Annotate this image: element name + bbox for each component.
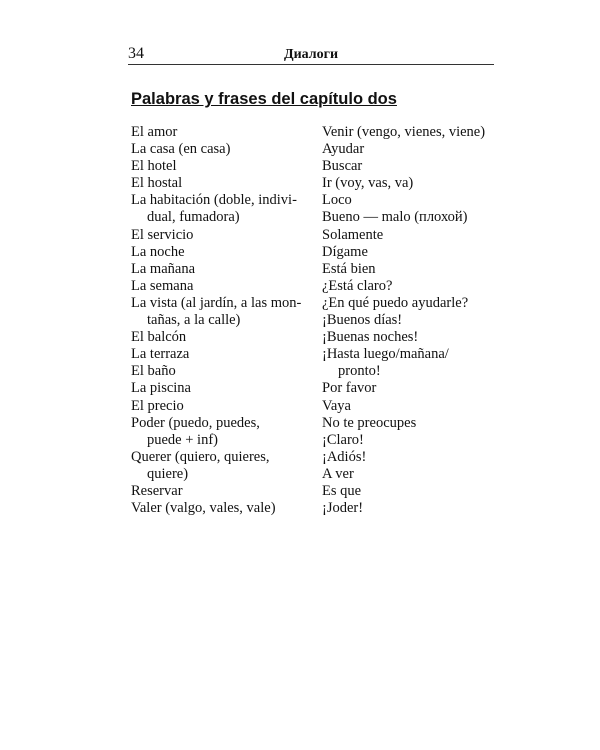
- vocab-entry: ¿Está claro?: [322, 277, 393, 294]
- vocab-entry: ¡Buenas noches!: [322, 329, 419, 346]
- vocab-entry: Poder (puedo, puedes,: [131, 414, 260, 431]
- vocab-entry: ¡Buenos días!: [322, 312, 403, 329]
- vocab-entry: La vista (al jardín, a las mon-: [131, 294, 302, 311]
- vocab-entry: La habitación (doble, indivi-: [131, 192, 297, 209]
- vocab-entry: La noche: [131, 243, 185, 260]
- page-header: [128, 44, 494, 65]
- vocab-entry: La casa (en casa): [131, 141, 231, 158]
- vocab-entry: Buscar: [322, 158, 363, 175]
- vocabulary-right-column: [322, 124, 507, 517]
- vocab-entry: ¡Joder!: [322, 500, 364, 517]
- vocab-entry-continuation: puede + inf): [147, 431, 218, 448]
- vocab-entry: El precio: [131, 397, 184, 414]
- vocab-entry-continuation: pronto!: [338, 363, 381, 380]
- vocab-entry: Ir (voy, vas, va): [322, 175, 414, 192]
- vocab-entry: Reservar: [131, 482, 183, 499]
- vocab-entry: Vaya: [322, 397, 351, 414]
- vocab-entry: Venir (vengo, vienes, viene): [322, 124, 486, 140]
- vocab-entry-continuation: dual, fumadora): [147, 209, 240, 226]
- vocab-entry: El hostal: [131, 175, 183, 192]
- vocab-entry: ¿En qué puedo ayudarle?: [322, 294, 469, 311]
- vocab-entry: Ayudar: [322, 141, 365, 158]
- vocab-entry: ¡Hasta luego/mañana/: [322, 346, 449, 363]
- vocab-entry: La semana: [131, 277, 194, 294]
- page-number: 34: [128, 45, 144, 62]
- vocab-entry: Por favor: [322, 380, 377, 397]
- running-head: Диалоги: [283, 47, 339, 62]
- vocab-entry: El servicio: [131, 226, 194, 243]
- vocab-entry: El baño: [131, 363, 176, 380]
- vocab-entry: Solamente: [322, 226, 384, 243]
- vocab-entry-continuation: quiere): [147, 465, 189, 482]
- vocabulary-left-column: [131, 124, 311, 517]
- vocab-entry: Loco: [322, 192, 352, 209]
- vocab-entry: La terraza: [131, 346, 190, 363]
- vocab-entry: Valer (valgo, vales, vale): [131, 500, 276, 517]
- vocab-entry: Es que: [322, 482, 362, 499]
- vocab-entry: No te preocupes: [322, 414, 417, 431]
- section-title: Palabras y frases del capítulo dos: [131, 90, 397, 108]
- vocab-entry: Está bien: [322, 260, 376, 277]
- vocab-entry: La mañana: [131, 260, 196, 277]
- vocab-entry: El amor: [131, 124, 178, 140]
- vocab-entry-continuation: tañas, a la calle): [147, 312, 241, 329]
- vocab-entry: ¡Claro!: [322, 431, 364, 448]
- vocab-entry: La piscina: [131, 380, 191, 397]
- vocab-entry: El balcón: [131, 329, 187, 346]
- vocab-entry: Dígame: [322, 243, 368, 260]
- vocab-entry: A ver: [322, 465, 354, 482]
- vocab-entry: Querer (quiero, quieres,: [131, 448, 270, 465]
- vocab-entry: ¡Adiós!: [322, 448, 367, 465]
- vocab-entry: El hotel: [131, 158, 177, 175]
- vocab-entry: Bueno — malo (плохой): [322, 209, 468, 226]
